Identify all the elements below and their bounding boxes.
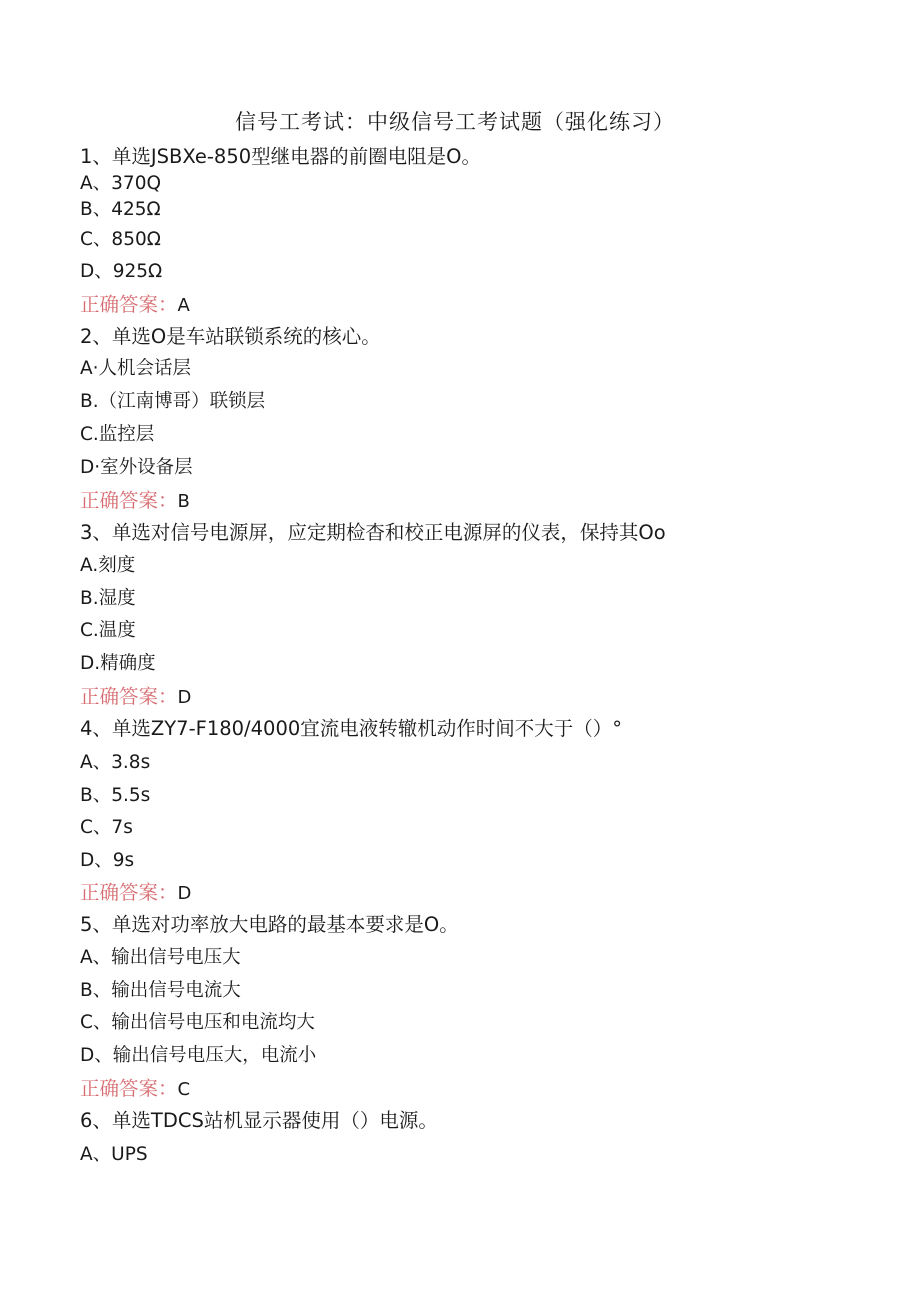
answer-label: 正确答案： <box>80 685 178 708</box>
question-stem: 1、单选JSBXe-850型继电器的前圈电阻是O。 <box>80 145 481 168</box>
answer-value: D <box>177 687 192 708</box>
correct-answer <box>80 1077 190 1102</box>
answer-label: 正确答案： <box>80 489 178 512</box>
option: D、输出信号电压大，电流小 <box>80 1045 317 1066</box>
correct-answer <box>80 685 191 710</box>
correct-answer <box>80 293 190 318</box>
option: A.刻度 <box>80 555 136 576</box>
option: D.精确度 <box>80 653 156 674</box>
question-stem: 2、单选O是车站联锁系统的核心。 <box>80 325 381 348</box>
option: A、输出信号电压大 <box>80 947 241 968</box>
option: B.湿度 <box>80 588 136 609</box>
answer-value: B <box>177 491 190 512</box>
option: A、UPS <box>80 1144 148 1165</box>
option: B.（江南博哥）联锁层 <box>80 391 266 412</box>
question-stem: 3、单选对信号电源屏，应定期检杳和校正电源屏的仪表，保持其Oo <box>80 521 666 544</box>
correct-answer <box>80 489 190 514</box>
answer-label: 正确答案： <box>80 1077 178 1100</box>
answer-value: A <box>177 295 190 316</box>
option: A·人机会话层 <box>80 358 192 379</box>
question-stem: 5、单选对功率放大电路的最基本要求是O。 <box>80 913 459 936</box>
option: C.温度 <box>80 620 136 641</box>
option: B、5.5s <box>80 785 151 806</box>
question-stem: 6、单选TDCS站机显示器使用（）电源。 <box>80 1109 438 1132</box>
question-stem: 4、单选ZY7-F180/4000宜流电液转辙机动作时间不大于（）° <box>80 717 623 740</box>
option: C、850Ω <box>80 229 161 250</box>
option: B、425Ω <box>80 199 161 220</box>
option: C、7s <box>80 817 133 838</box>
option: D·室外设备层 <box>80 457 193 478</box>
correct-answer <box>80 881 191 906</box>
option: B、输出信号电流大 <box>80 980 241 1001</box>
answer-label: 正确答案： <box>80 293 178 316</box>
option: C、输出信号电压和电流均大 <box>80 1012 315 1033</box>
answer-label: 正确答案： <box>80 881 178 904</box>
option: C.监控层 <box>80 424 155 445</box>
option: D、925Ω <box>80 261 163 282</box>
option: D、9s <box>80 850 135 871</box>
document-title: 信号工考试：中级信号工考试题（强化练习） <box>235 110 675 134</box>
option: A、370Q <box>80 173 162 194</box>
option: A、3.8s <box>80 752 151 773</box>
answer-value: C <box>177 1079 191 1100</box>
answer-value: D <box>177 883 192 904</box>
